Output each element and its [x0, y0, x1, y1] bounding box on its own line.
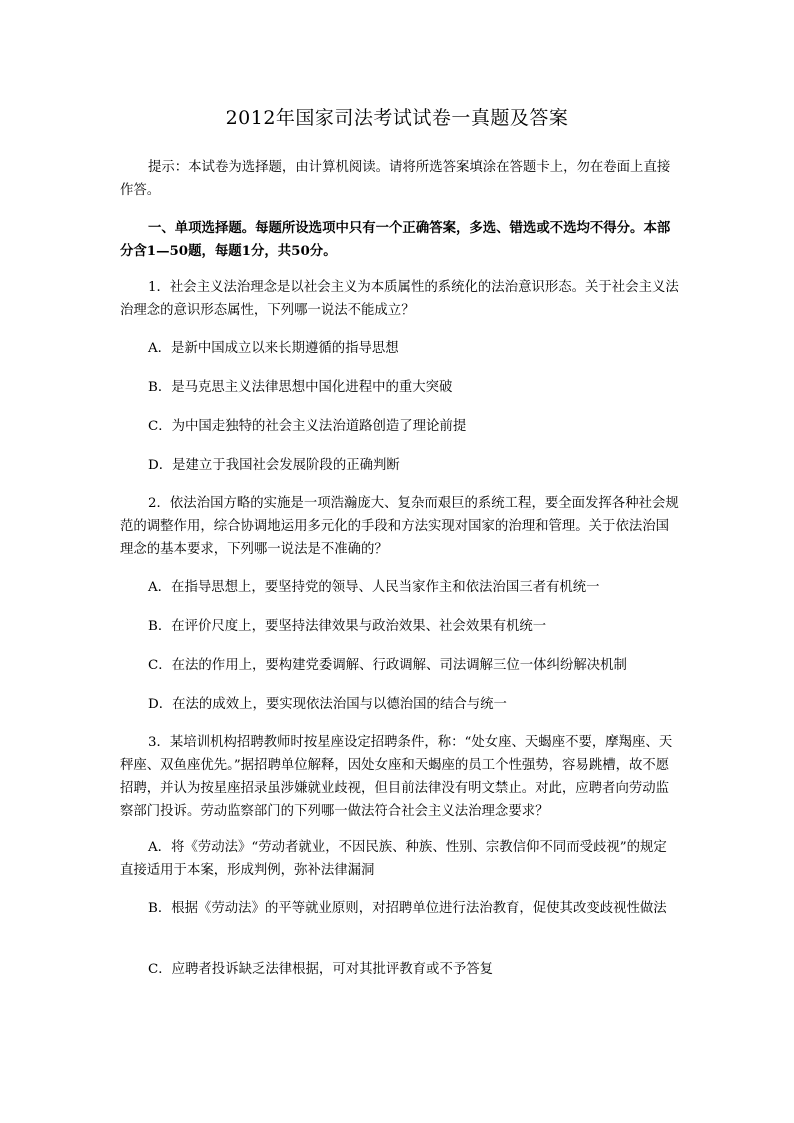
- question-2-option-c: C．在法的作用上，要构建党委调解、行政调解、司法调解三位一体纠纷解决机制: [148, 658, 627, 673]
- question-1-option-a: A．是新中国成立以来长期遵循的指导思想: [148, 341, 399, 356]
- question-2-option-b: B．在评价尺度上，要坚持法律效果与政治效果、社会效果有机统一: [148, 619, 547, 634]
- notice-text: 提示：本试卷为选择题，由计算机阅读。请将所选答案填涂在答题卡上，勿在卷面上直接作答。: [120, 160, 671, 198]
- section-heading: 一、单项选择题。每题所设选项中只有一个正确答案，多选、错选或不选均不得分。本部分含1—50题，每题1分，共50分。: [120, 220, 671, 259]
- question-1-option-d: D．是建立于我国社会发展阶段的正确判断: [148, 458, 400, 473]
- question-3-option-c: C．应聘者投诉缺乏法律根据，可对其批评教育或不予答复: [148, 962, 494, 977]
- question-1-stem: 1．社会主义法治理念是以社会主义为本质属性的系统化的法治意识形态。关于社会主义法治理念的意识形态属性，下列哪一说法不能成立？: [120, 280, 679, 318]
- question-3-option-b: B．根据《劳动法》的平等就业原则，对招聘单位进行法治教育，促使其改变歧视性做法: [148, 901, 667, 916]
- question-1-option-b: B．是马克思主义法律思想中国化进程中的重大突破: [148, 380, 453, 395]
- question-3-option-a: A．将《劳动法》“劳动者就业，不因民族、种族、性别、宗教信仰不同而受歧视”的规定直接适用于本案，形成判例，弥补法律漏洞: [120, 840, 667, 878]
- page-title: 2012年国家司法考试试卷一真题及答案: [225, 107, 569, 129]
- question-2-stem: 2．依法治国方略的实施是一项浩瀚庞大、复杂而艰巨的系统工程，要全面发挥各种社会规范的调整作用，综合协调地运用多元化的手段和方法实现对国家的治理和管理。关于依法治国理念的基本要求，下列哪一说法是不准确的？: [120, 496, 679, 557]
- question-2-option-d: D．在法的成效上，要实现依法治国与以德治国的结合与统一: [148, 697, 507, 712]
- question-2-option-a: A．在指导思想上，要坚持党的领导、人民当家作主和依法治国三者有机统一: [148, 580, 600, 595]
- question-3-stem: 3．某培训机构招聘教师时按星座设定招聘条件，称：“处女座、天蝎座不要，摩羯座、天秤座、双鱼座优先。”据招聘单位解释，因处女座和天蝎座的员工个性强势，容易跳槽，故不愿招聘，并认为按星座招录虽涉嫌就业歧视，但目前法律没有明文禁止。对此，应聘者向劳动监察部门投诉。劳动监察部门的下列哪一做法符合社会主义法治理念要求？: [120, 735, 673, 819]
- question-1-option-c: C．为中国走独特的社会主义法治道路创造了理论前提: [148, 419, 467, 434]
